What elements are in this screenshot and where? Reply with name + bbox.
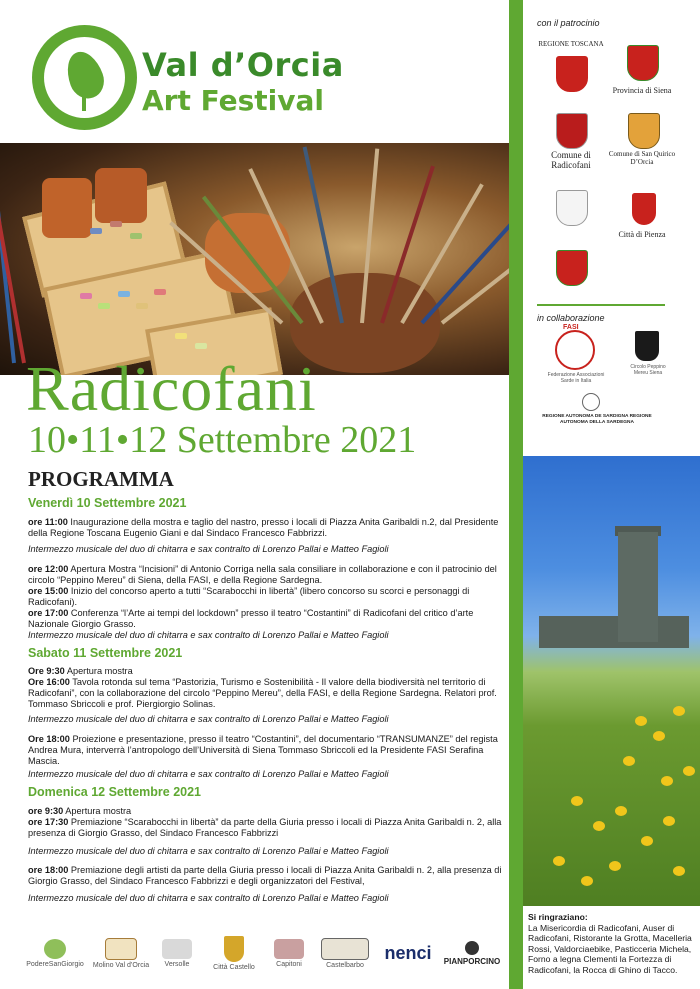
interlude-3: Intermezzo musicale del duo di chitarra e sax contralto di Lorenzo Pallai e Matteo Fagioli xyxy=(28,714,389,724)
day-heading-3: Domenica 12 Settembre 2021 xyxy=(28,785,202,799)
sidebar xyxy=(523,0,700,989)
circolo-label: Circolo Peppino Mereu Siena xyxy=(630,364,666,376)
interlude-5: Intermezzo musicale del duo di chitarra e sax contralto di Lorenzo Pallai e Matteo Fagioli xyxy=(28,846,389,856)
sardegna-emblem-icon xyxy=(582,393,600,411)
thanks-text: La Misericordia di Radicofani, Auser di Radicofani, Ristorante la Grotta, Macelleria Rossi, Valdorciaebike, Pasticceria Michela, Forno a legna Clementi la Fortezza di Radicofani, la Rocca di Ghino di Tacco. xyxy=(528,922,692,975)
day-heading-2: Sabato 11 Settembre 2021 xyxy=(28,646,183,660)
sponsor-logo: PodereSanGiorgio xyxy=(24,932,86,974)
art-supplies-photo xyxy=(0,143,509,375)
green-divider xyxy=(509,0,523,989)
logo-title-line2: Art Festival xyxy=(142,84,324,117)
crest-label-toscana: REGIONE TOSCANA xyxy=(538,40,604,48)
patronage-label: con il patrocinio xyxy=(537,18,600,28)
shield-crest-icon xyxy=(556,190,588,226)
toscana-crest-icon xyxy=(556,56,588,92)
castle-landscape-photo xyxy=(523,456,700,906)
siena-crest-icon xyxy=(627,45,659,81)
interlude-2: Intermezzo musicale del duo di chitarra e sax contralto di Lorenzo Pallai e Matteo Fagioli xyxy=(28,630,389,640)
sponsor-logo: PIANPORCINO xyxy=(444,932,500,974)
sanquirico-crest-icon xyxy=(628,113,660,149)
event-location-title: Radicofani xyxy=(26,353,317,424)
event-dates: 10•11•12 Settembre 2021 xyxy=(28,419,417,461)
sponsor-logo: Molino Val d’Orcia xyxy=(92,932,150,974)
crest-label-radicofani: Comune di Radicofani xyxy=(551,150,591,170)
event-d2-0930: Ore 9:30 Apertura mostra xyxy=(28,666,133,676)
crest-label-sanquirico: Comune di San Quirico D’Orcia xyxy=(608,150,676,166)
event-d3-1800: ore 18:00 Premiazione degli artisti da parte della Giuria presso i locali di Piazza Anita Garibaldi n. 2, alla presenza di Giorgio Grasso, del Sindaco Francesco Fabbrizzi e degli organizzatori del Festival, xyxy=(28,865,502,886)
sponsor-logo: nenci xyxy=(384,942,432,963)
sidebar-rule xyxy=(537,304,665,306)
crest-label-pienza: Città di Pienza xyxy=(618,230,666,239)
event-d3-1730: ore 17:30 Premiazione “Scarabocchi in libertà” da parte della Giuria presso i locali di Piazza Anita Garibaldi n. 2, alla presenza di Giorgio Grasso, del Sindaco Francesco Fabbrizzi xyxy=(28,817,502,838)
festival-logo-icon xyxy=(32,25,137,130)
event-d2-1800: Ore 18:00 Proiezione e presentazione, presso il teatro “Costantini”, del documentario “TRANSUMANZE” del regista Andrea Mura, interverrà l’antropologo dell’Università di Siena Tommaso Sbriccoli ed la Presidente FASI Serafina Mascia. xyxy=(28,734,498,766)
interlude-4: Intermezzo musicale del duo di chitarra e sax contralto di Lorenzo Pallai e Matteo Fagioli xyxy=(28,769,389,779)
day-heading-1: Venerdì 10 Settembre 2021 xyxy=(28,496,187,510)
sponsor-logo: Capitoni xyxy=(266,932,312,974)
sponsor-logo: Città Castello xyxy=(210,932,258,974)
event-d1-1700: ore 17:00 Conferenza “l’Arte ai tempi del lockdown” presso il teatro “Costantini” di Radicofani del critico d’arte Nazionale Giorgio Grasso. xyxy=(28,608,474,629)
fasi-label: FASI xyxy=(563,324,579,331)
sponsor-logo: Versolle xyxy=(152,932,202,974)
fasi-logo-icon xyxy=(555,330,595,370)
pienza-crest-icon xyxy=(632,193,656,225)
event-d1-1200: ore 12:00 Apertura Mostra “Incisioni” di Antonio Corriga nella sala consiliare in collaborazione e con il patrocinio del circolo “Peppino Mereu” di Siena, della FASI, e della Regione Sardegna. xyxy=(28,564,497,585)
thanks-title: Si ringraziano: xyxy=(528,912,588,922)
logo-title-line1: Val d’Orcia xyxy=(142,46,344,84)
event-d3-0930: ore 9:30 Apertura mostra xyxy=(28,806,132,816)
event-d1-1100: ore 11:00 Inaugurazione della mostra e taglio del nastro, presso i locali di Piazza Anita Garibaldi n.2, dal Presidente della Regione Toscana Eugenio Giani e dal Sindaco Francesco Fabbrizzi. xyxy=(28,517,499,538)
acknowledgements xyxy=(528,912,698,975)
interlude-6: Intermezzo musicale del duo di chitarra e sax contralto di Lorenzo Pallai e Matteo Fagioli xyxy=(28,893,389,903)
sponsor-logo: Castelbarbo xyxy=(318,932,372,974)
interlude-1: Intermezzo musicale del duo di chitarra e sax contralto di Lorenzo Pallai e Matteo Fagioli xyxy=(28,544,389,554)
fasi-sub-label: Federazione Associazioni Sarde in Italia xyxy=(547,372,605,384)
collab-label: in collaborazione xyxy=(537,313,605,323)
radicofani-crest-icon xyxy=(556,113,588,149)
crest-label-siena: Provincia di Siena xyxy=(612,86,672,95)
sardegna-label: REGIONE AUTONOMA DE SARDIGNA REGIONE AUTONOMA DELLA SARDEGNA xyxy=(542,414,652,425)
event-d2-1600: Ore 16:00 Tavola rotonda sul tema “Pastorizia, Turismo e Sostenibilità - Il valore della biodiversità nel territorio di Radicofani”, con la collaborazione del circolo “Peppino Mereu”, della FASI, e della Regione Sardegna. Relatori prof. Tommaso Sbriccoli e prof. Piergiorgio Solinas. xyxy=(28,677,497,709)
circolo-crest-icon xyxy=(635,331,659,361)
program-heading: PROGRAMMA xyxy=(28,467,174,491)
event-d1-1500: ore 15:00 Inizio del concorso aperto a tutti “Scarabocchi in libertà” (libero concorso su scorci e personaggi di Radicofani). xyxy=(28,586,470,607)
red-crest-icon xyxy=(556,250,588,286)
